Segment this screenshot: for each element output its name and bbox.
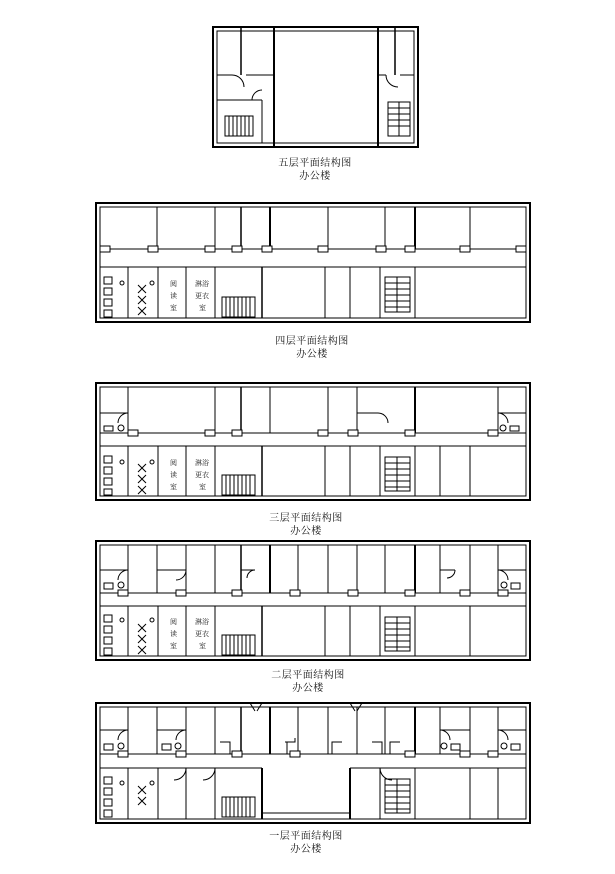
plan-title: 四层平面结构图 — [275, 336, 349, 347]
shower-room-label-floor-4 — [195, 279, 209, 312]
svg-text:更衣: 更衣 — [195, 630, 209, 638]
caption-floor-2 — [208, 669, 408, 695]
plan-floor-1 — [96, 703, 530, 823]
caption-floor-3 — [206, 512, 406, 538]
caption-floor-5 — [215, 157, 415, 183]
caption-floor-4 — [212, 335, 412, 361]
plan-subtitle: 办公楼 — [290, 844, 322, 855]
svg-text:读: 读 — [170, 630, 177, 638]
plan-floor-4 — [96, 203, 530, 322]
shower-room-label-floor-3 — [195, 458, 209, 491]
plan-title: 二层平面结构图 — [271, 670, 345, 681]
svg-text:淋浴: 淋浴 — [195, 618, 209, 626]
svg-text:室: 室 — [170, 642, 177, 650]
shower-room-label-floor-2 — [195, 617, 209, 650]
svg-text:更衣: 更衣 — [195, 471, 209, 479]
reading-room-label-floor-2 — [170, 617, 177, 650]
plan-floor-5 — [213, 27, 418, 147]
reading-room-label-floor-4 — [170, 279, 177, 312]
plan-title: 一层平面结构图 — [269, 831, 343, 842]
svg-text:淋浴: 淋浴 — [195, 280, 209, 288]
plan-floor-3 — [96, 383, 530, 500]
plan-subtitle: 办公楼 — [290, 526, 322, 537]
svg-text:读: 读 — [170, 471, 177, 479]
plan-subtitle: 办公楼 — [296, 349, 328, 360]
svg-text:读: 读 — [170, 292, 177, 300]
svg-text:阅: 阅 — [170, 618, 177, 626]
svg-text:室: 室 — [170, 483, 177, 491]
svg-text:室: 室 — [199, 642, 206, 650]
svg-text:室: 室 — [170, 304, 177, 312]
svg-text:室: 室 — [199, 304, 206, 312]
plan-title: 五层平面结构图 — [278, 158, 352, 169]
svg-text:阅: 阅 — [170, 459, 177, 467]
svg-text:室: 室 — [199, 483, 206, 491]
plan-subtitle: 办公楼 — [292, 683, 324, 694]
caption-floor-1 — [206, 830, 406, 856]
svg-text:更衣: 更衣 — [195, 292, 209, 300]
svg-text:阅: 阅 — [170, 280, 177, 288]
svg-text:淋浴: 淋浴 — [195, 459, 209, 467]
plan-subtitle: 办公楼 — [299, 171, 331, 182]
plan-floor-2 — [96, 541, 530, 660]
reading-room-label-floor-3 — [170, 458, 177, 491]
plan-title: 三层平面结构图 — [269, 513, 343, 524]
